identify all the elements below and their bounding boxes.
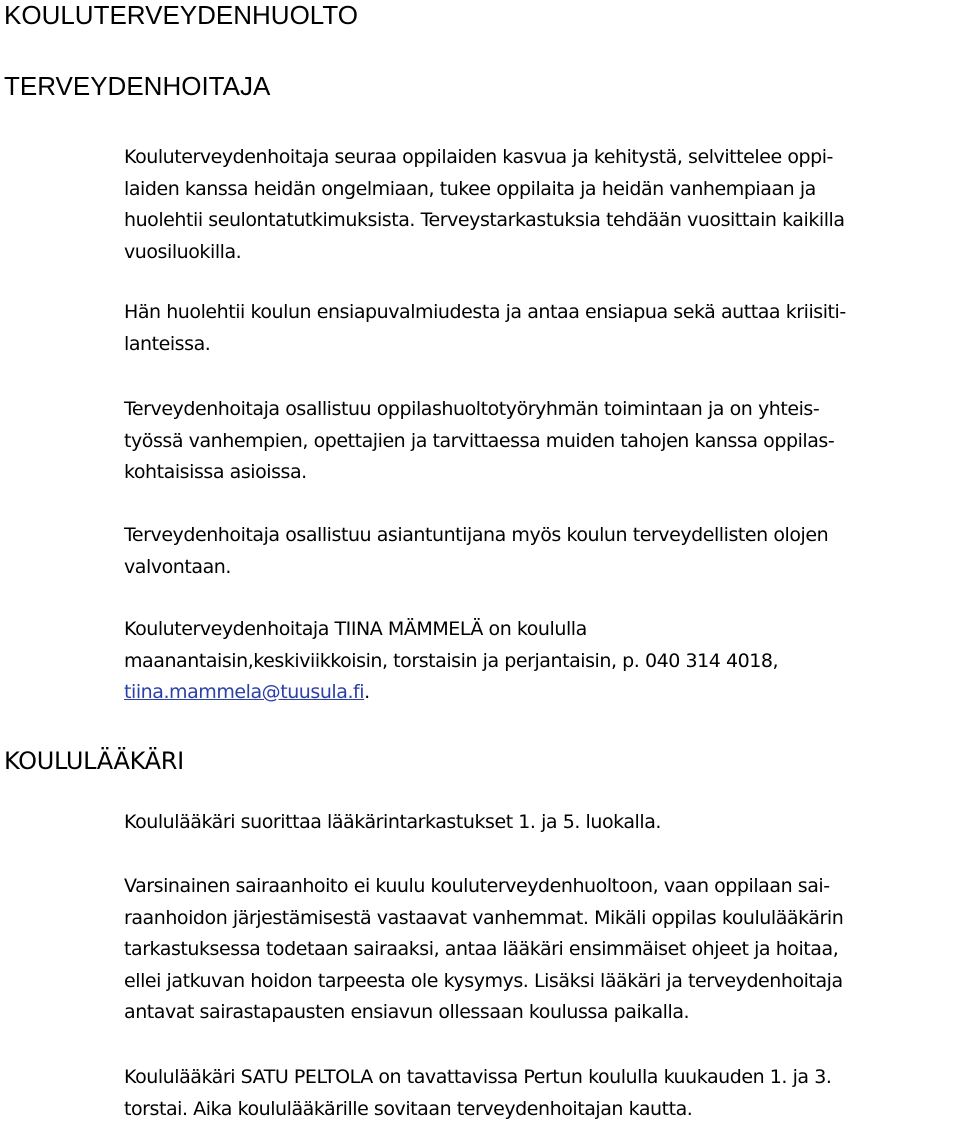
section-heading-doctor: KOULULÄÄKÄRI xyxy=(4,746,184,776)
text-line: antavat sairastapausten ensiavun ollessaan koulussa paikalla. xyxy=(124,997,843,1029)
email-line xyxy=(124,677,778,709)
text-line: Terveydenhoitaja osallistuu asiantuntijana myös koulun terveydellisten olojen xyxy=(124,520,828,552)
doctor-contact-info xyxy=(124,1062,831,1125)
text-line: raanhoidon järjestämisestä vastaavat vanhemmat. Mikäli oppilas koululääkärin xyxy=(124,903,843,935)
text-line: Terveydenhoitaja osallistuu oppilashuoltotyöryhmän toimintaan ja on yhteis- xyxy=(124,394,834,426)
doctor-paragraph-treatment xyxy=(124,871,843,1029)
text-line: tarkastuksessa todetaan sairaaksi, antaa lääkäri ensimmäiset ohjeet ja hoitaa, xyxy=(124,934,843,966)
nurse-paragraph-first-aid xyxy=(124,297,846,360)
nurse-paragraph-cooperation xyxy=(124,394,834,489)
text-line: Hän huolehtii koulun ensiapuvalmiudesta ja antaa ensiapua sekä auttaa kriisiti- xyxy=(124,297,846,329)
text-line: työssä vanhempien, opettajien ja tarvittaessa muiden tahojen kanssa oppilas- xyxy=(124,426,834,458)
nurse-email-link[interactable]: tiina.mammela@tuusula.fi xyxy=(124,681,364,703)
text-line: vuosiluokilla. xyxy=(124,237,845,269)
section-heading-nurse: TERVEYDENHOITAJA xyxy=(4,71,270,101)
email-suffix: . xyxy=(364,681,370,703)
text-line: ellei jatkuvan hoidon tarpeesta ole kysymys. Lisäksi lääkäri ja terveydenhoitaja xyxy=(124,966,843,998)
text-line: valvontaan. xyxy=(124,552,828,584)
nurse-paragraph-supervision xyxy=(124,520,828,583)
text-line: Kouluterveydenhoitaja seuraa oppilaiden kasvua ja kehitystä, selvittelee oppi- xyxy=(124,142,845,174)
nurse-contact-info xyxy=(124,614,778,709)
text-line: kohtaisissa asioissa. xyxy=(124,457,834,489)
text-line: lanteissa. xyxy=(124,329,846,361)
page-title: KOULUTERVEYDENHUOLTO xyxy=(4,0,358,30)
text-line: laiden kanssa heidän ongelmiaan, tukee oppilaita ja heidän vanhempiaan ja xyxy=(124,174,845,206)
text-line: torstai. Aika koululääkärille sovitaan terveydenhoitajan kautta. xyxy=(124,1094,831,1125)
text-line: Koululääkäri suorittaa lääkärintarkastukset 1. ja 5. luokalla. xyxy=(124,807,661,839)
text-line: Kouluterveydenhoitaja TIINA MÄMMELÄ on koululla xyxy=(124,614,778,646)
text-line: maanantaisin,keskiviikkoisin, torstaisin ja perjantaisin, p. 040 314 4018, xyxy=(124,646,778,678)
text-line: Varsinainen sairaanhoito ei kuulu kouluterveydenhuoltoon, vaan oppilaan sai- xyxy=(124,871,843,903)
doctor-paragraph-examinations xyxy=(124,807,661,839)
text-line: huolehtii seulontatutkimuksista. Terveystarkastuksia tehdään vuosittain kaikilla xyxy=(124,205,845,237)
nurse-paragraph-duties xyxy=(124,142,845,268)
text-line: Koululääkäri SATU PELTOLA on tavattavissa Pertun koululla kuukauden 1. ja 3. xyxy=(124,1062,831,1094)
